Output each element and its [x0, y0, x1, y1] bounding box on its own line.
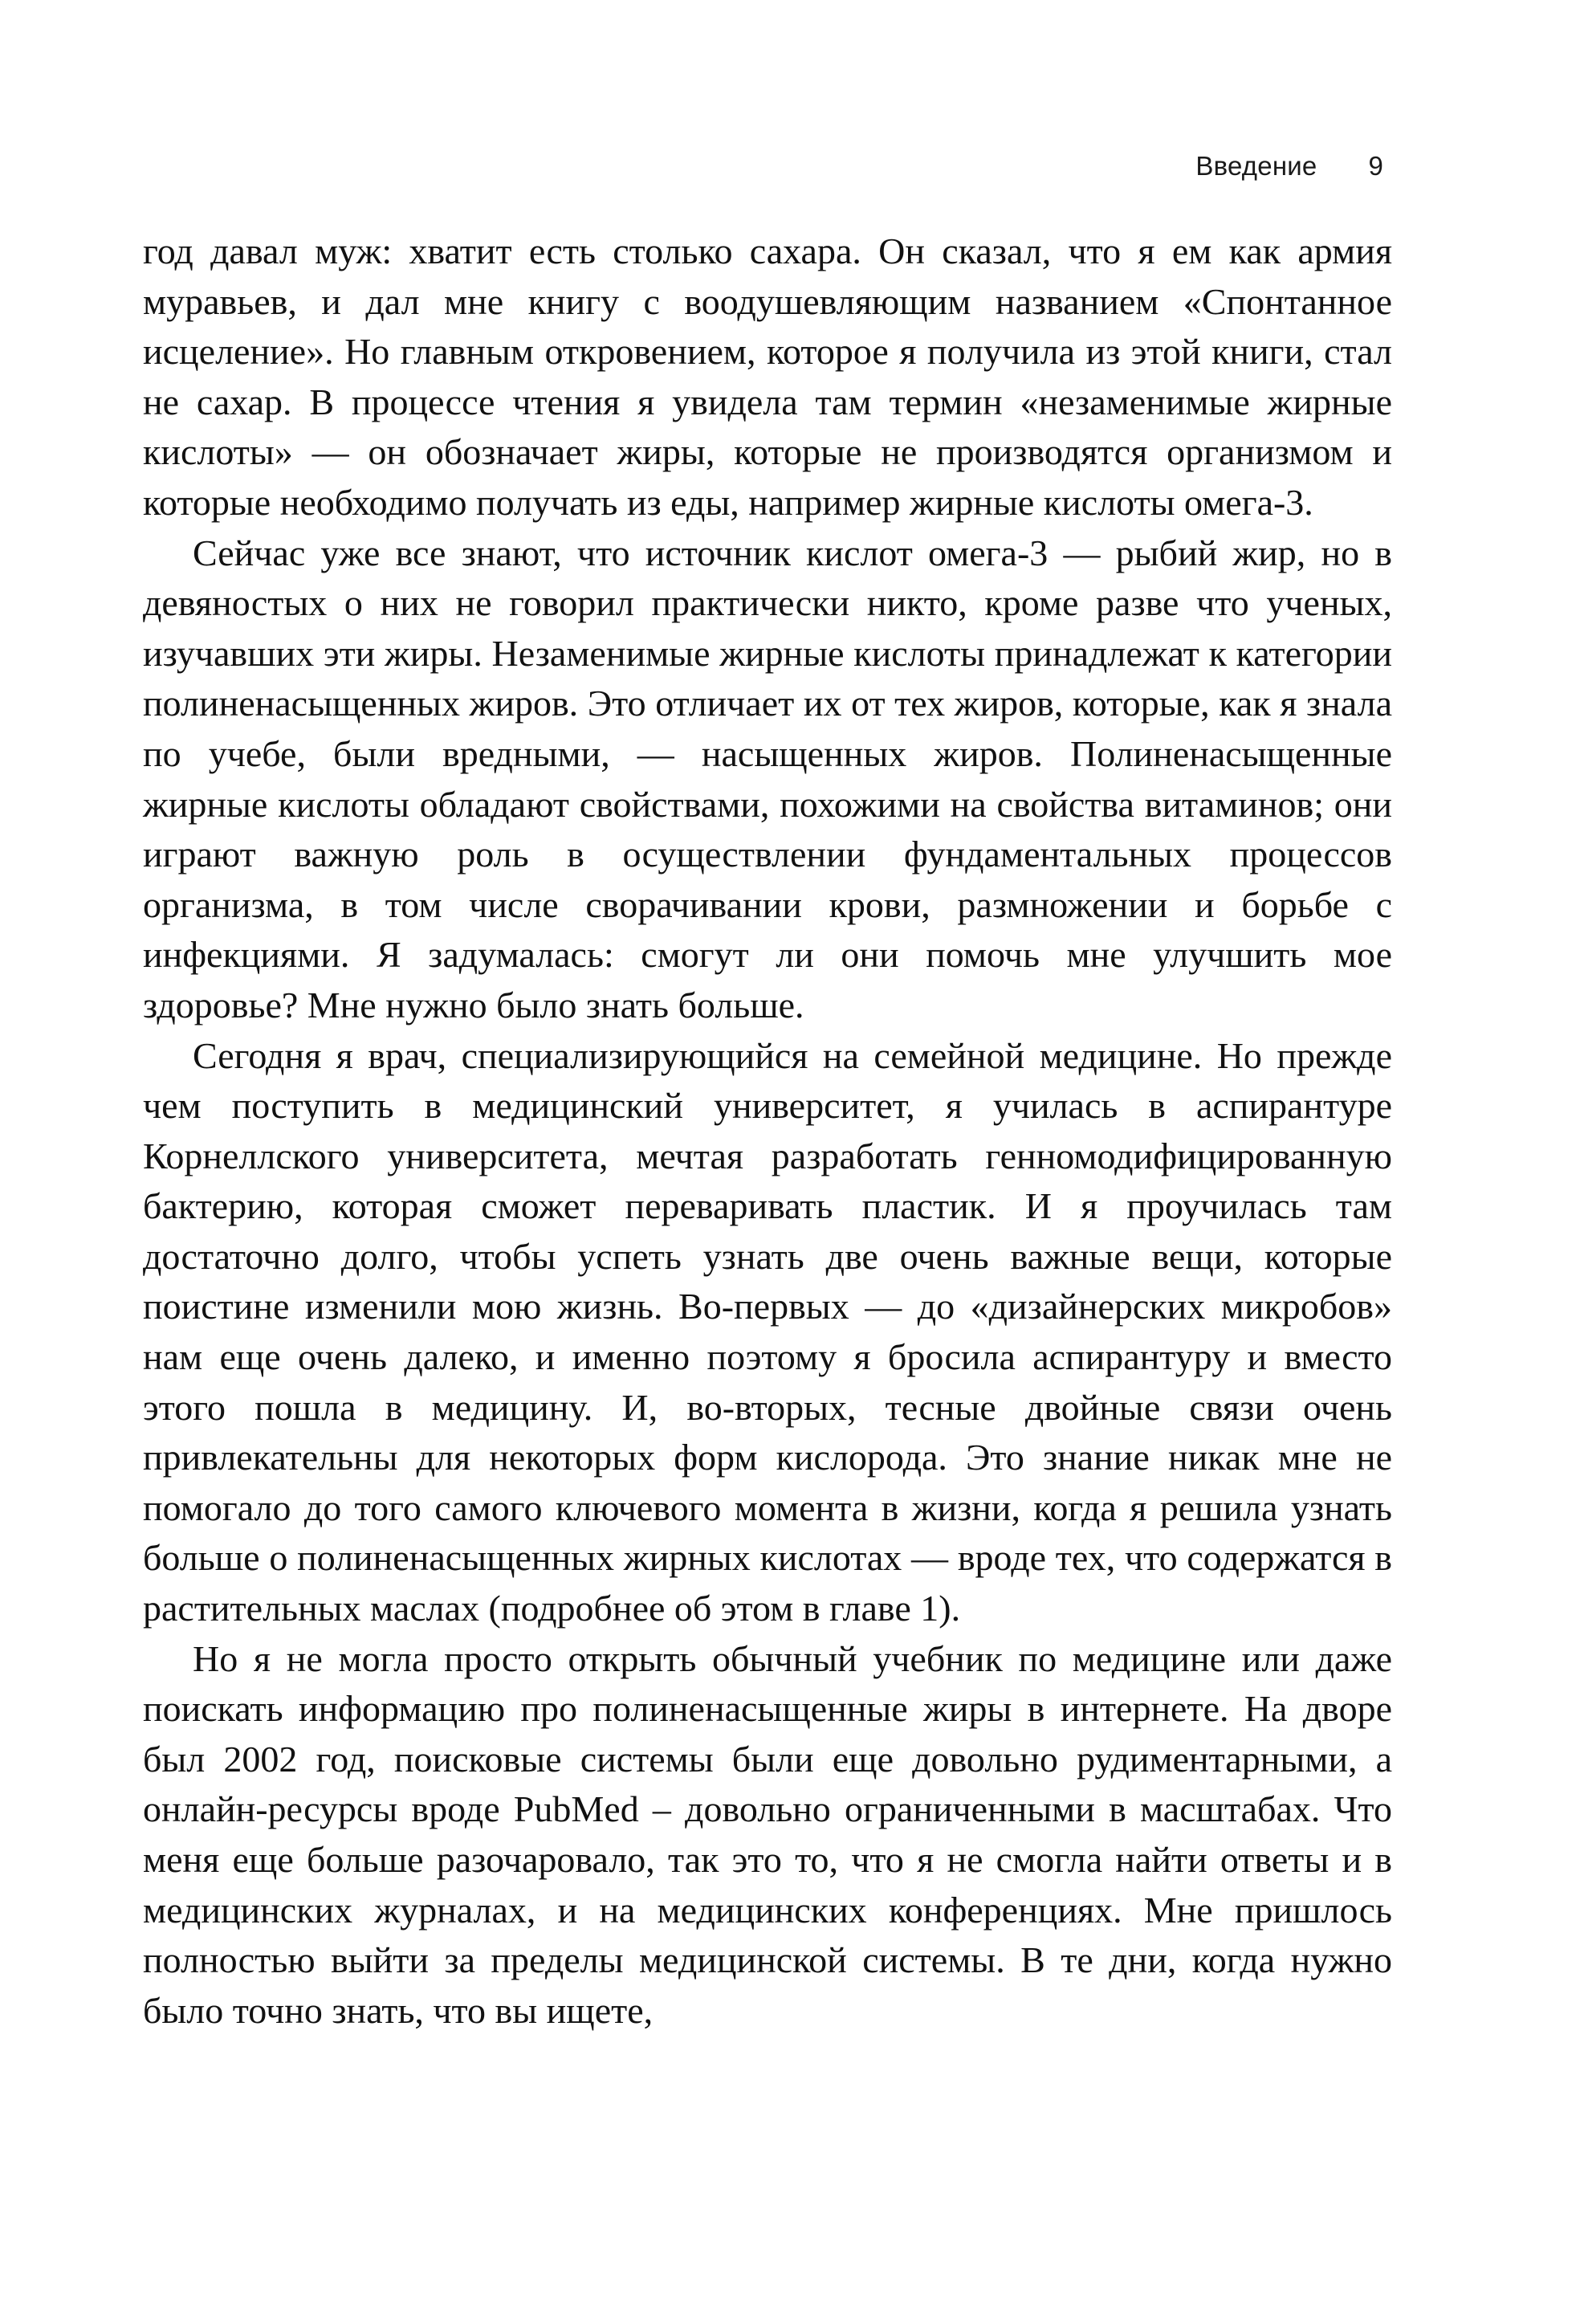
paragraph-1: год давал муж: хватит есть столько сахара. Он сказал, что я ем как армия муравьев, и дал мне книгу с воодушевляющим названием «Спонтанное исцеление». Но главным откровением, которое я получила из этой книги, стал не сахар. В процессе чтения я увидела там термин «незаменимые жирные кислоты» — он обозначает жиры, которые не производятся организмом и которые необходимо получать из еды, например жирные кислоты омега-3.: [143, 230, 1392, 523]
running-header: [1195, 151, 1383, 181]
paragraph-4: Но я не могла просто открыть обычный учебник по медицине или даже поискать информацию про полиненасыщенные жиры в интернете. На дворе был 2002 год, поисковые системы были еще довольно рудиментарными, а онлайн-ресурсы вроде PubMed – довольно ограниченными в масштабах. Что меня еще больше разочаровало, так это то, что я не смогла найти ответы и в медицинских журналах, и на медицинских конференциях. Мне пришлось полностью выйти за пределы медицинской системы. В те дни, когда нужно было точно знать, что вы ищете,: [143, 1637, 1392, 2031]
body-text: [143, 226, 1392, 2036]
paragraph-3: Сегодня я врач, специализирующийся на семейной медицине. Но прежде чем поступить в медицинский университет, я училась в аспирантуре Корнеллского университета, мечтая разработать генномодифицированную бактерию, которая сможет переваривать пластик. И я проучилась там достаточно долго, чтобы успеть узнать две очень важные вещи, которые поистине изменили мою жизнь. Во-первых — до «дизайнерских микробов» нам еще очень далеко, и именно поэтому я бросила аспирантуру и вместо этого пошла в медицину. И, во-вторых, тесные двойные связи очень привлекательны для некоторых форм кислорода. Это знание никак мне не помогало до того самого ключевого момента в жизни, когда я решила узнать больше о полиненасыщенных жирных кислотах — вроде тех, что содержатся в растительных маслах (подробнее об этом в главе 1).: [143, 1034, 1392, 1629]
page-number: 9: [1368, 151, 1383, 181]
section-title: Введение: [1195, 151, 1317, 181]
paragraph-2: Сейчас уже все знают, что источник кислот омега-3 — рыбий жир, но в девяностых о них не говорил практически никто, кроме разве что ученых, изучавших эти жиры. Незаменимые жирные кислоты принадлежат к категории полиненасыщенных жиров. Это отличает их от тех жиров, которые, как я знала по учебе, были вредными, — насыщенных жиров. Полиненасыщенные жирные кислоты обладают свойствами, похожими на свойства витаминов; они играют важную роль в осуществлении фундаментальных процессов организма, в том числе сворачивании крови, размножении и борьбе с инфекциями. Я задумалась: смогут ли они помочь мне улучшить мое здоровье? Мне нужно было знать больше.: [143, 532, 1392, 1025]
